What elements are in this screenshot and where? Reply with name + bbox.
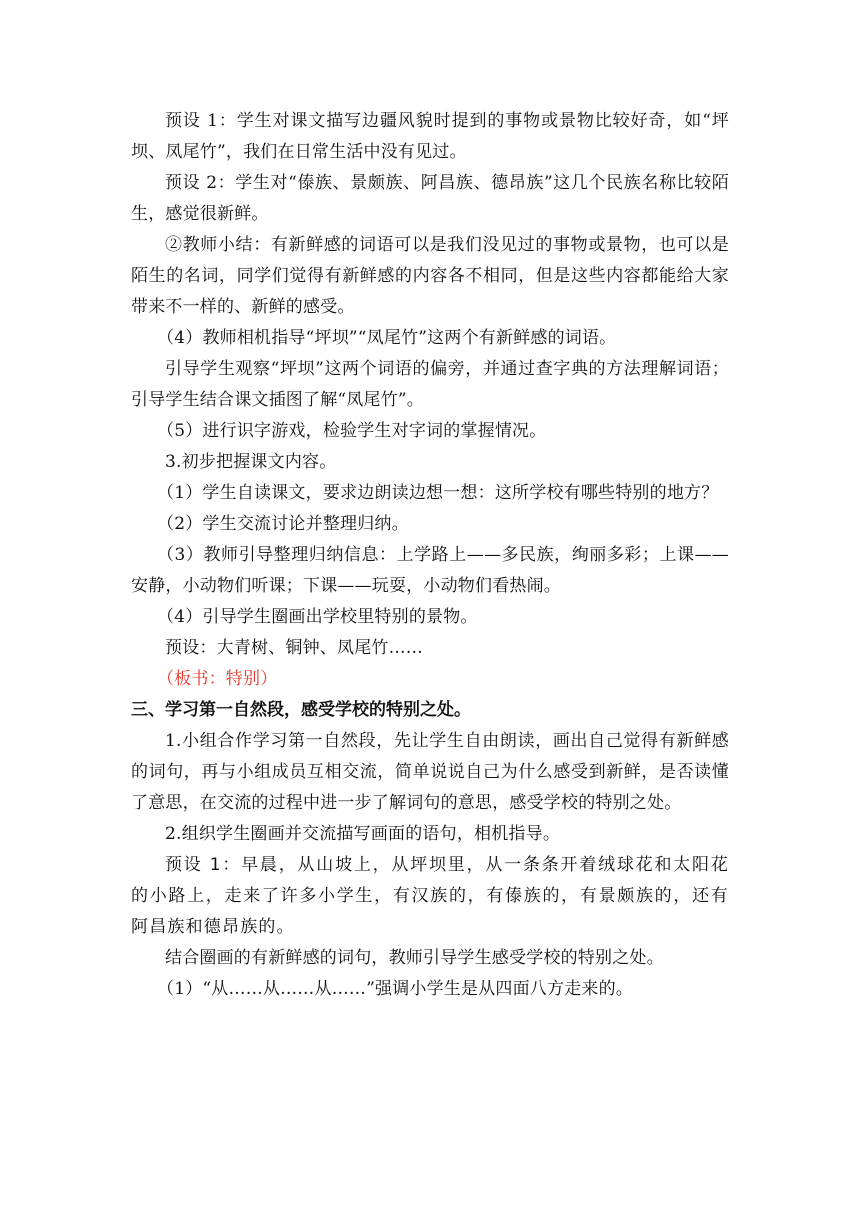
paragraph-teacher-summary: ②教师小结：有新鲜感的词语可以是我们没见过的事物或景物，也可以是陌生的名词，同学们觉得有新鲜感的内容各不相同，但是这些内容都能给大家带来不一样的、新鲜的感受。 bbox=[131, 235, 729, 317]
paragraph-step-4-circle: （4）引导学生圈画出学校里特别的景物。 bbox=[157, 607, 478, 627]
section-heading-three: 三、学习第一自然段，感受学校的特别之处。 bbox=[131, 700, 471, 720]
paragraph-preset-1: 预设 1：学生对课文描写边疆风貌时提到的事物或景物比较好奇，如“坪坝、凤尾竹”，我们在日常生活中没有见过。 bbox=[131, 111, 729, 162]
paragraph-step-5-game: （5）进行识字游戏，检验学生对字词的掌握情况。 bbox=[157, 421, 547, 441]
paragraph-step-4-guidance: （4）教师相机指导“坪坝”“凤尾竹”这两个有新鲜感的词语。 bbox=[157, 328, 617, 348]
paragraph-step-3-summarize: （3）教师引导整理归纳信息：上学路上——多民族，绚丽多彩；上课——安静，小动物们听课；下课——玩耍，小动物们看热闹。 bbox=[131, 545, 729, 596]
paragraph-combine-feel: 结合圈画的有新鲜感的词句，教师引导学生感受学校的特别之处。 bbox=[165, 948, 664, 968]
paragraph-from-from-from: （1）“从……从……从……”强调小学生是从四面八方走来的。 bbox=[157, 979, 633, 999]
paragraph-organize-circle: 2.组织学生圈画并交流描写画面的语句，相机指导。 bbox=[165, 824, 561, 844]
paragraph-step-1-read: （1）学生自读课文，要求边朗读边想一想：这所学校有哪些特别的地方？ bbox=[157, 483, 719, 503]
paragraph-section-3-grasp: 3.初步把握课文内容。 bbox=[165, 452, 337, 472]
paragraph-group-study: 1.小组合作学习第一自然段，先让学生自由朗读，画出自己觉得有新鲜感的词句，再与小组成员互相交流，简单说说自己为什么感受到新鲜，是否读懂了意思，在交流的过程中进一步了解词句的意思，感受学校的特别之处。 bbox=[131, 731, 729, 813]
paragraph-step-2-discuss: （2）学生交流讨论并整理归纳。 bbox=[157, 514, 409, 534]
paragraph-preset-2: 预设 2：学生对“傣族、景颇族、阿昌族、德昂族”这几个民族名称比较陌生，感觉很新鲜。 bbox=[131, 173, 729, 224]
paragraph-preset-morning: 预设 1：早晨，从山坡上，从坪坝里，从一条条开着绒球花和太阳花的小路上，走来了许多小学生，有汉族的，有傣族的，有景颇族的，还有阿昌族和德昂族的。 bbox=[131, 855, 729, 937]
paragraph-preset-scenery: 预设：大青树、铜钟、凤尾竹…… bbox=[165, 638, 423, 658]
paragraph-guide-observe: 引导学生观察“坪坝”这两个词语的偏旁，并通过查字典的方法理解词语；引导学生结合课文插图了解“凤尾竹”。 bbox=[131, 359, 729, 410]
document-body bbox=[131, 106, 729, 1005]
blackboard-note: （板书：特别） bbox=[157, 669, 278, 689]
